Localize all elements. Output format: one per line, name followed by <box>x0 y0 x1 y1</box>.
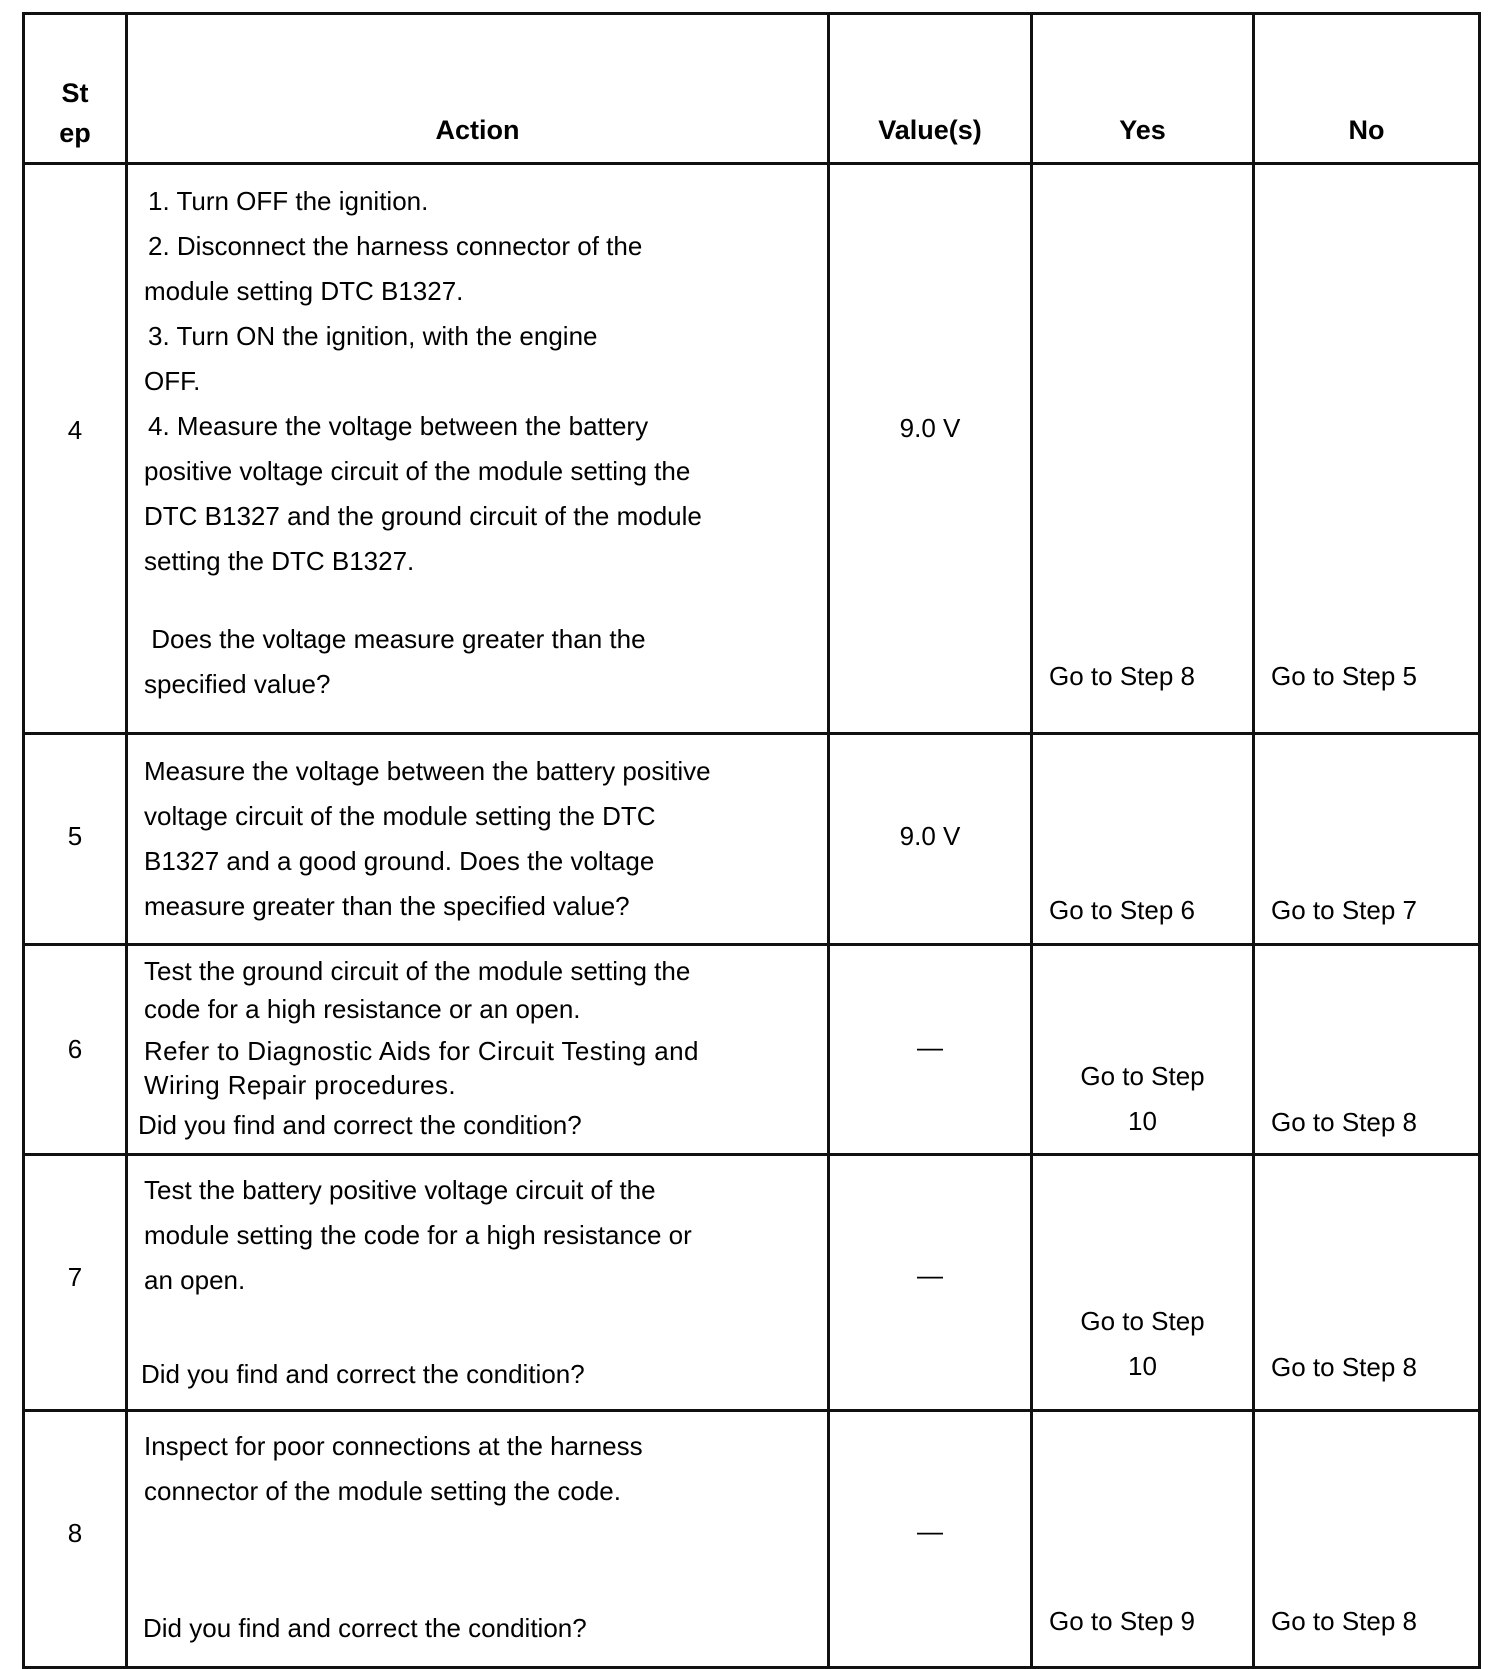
step-number: 4 <box>67 415 83 445</box>
yes-cell <box>1032 1411 1254 1668</box>
value-text: 9.0 V <box>899 413 961 443</box>
action-cell <box>127 945 829 1155</box>
no-cell <box>1254 945 1480 1155</box>
action-line: B1327 and a good ground. Does the voltage <box>144 846 655 876</box>
action-line: Refer to Diagnostic Aids for Circuit Testing and <box>144 1036 699 1066</box>
value-cell <box>829 1411 1032 1668</box>
yes-link-number[interactable]: 10 <box>1128 1351 1157 1381</box>
action-line: module setting the code for a high resistance or <box>144 1220 692 1250</box>
action-line: connector of the module setting the code. <box>144 1476 621 1506</box>
diagnostic-table <box>22 12 1481 1669</box>
action-line: Inspect for poor connections at the harness <box>144 1431 643 1461</box>
action-line: measure greater than the specified value? <box>144 891 630 921</box>
action-line: 4. Measure the voltage between the battery <box>148 411 649 441</box>
question-line: specified value? <box>144 669 331 699</box>
action-line: code for a high resistance or an open. <box>144 994 581 1024</box>
value-text: — <box>917 1260 943 1290</box>
value-cell <box>829 734 1032 945</box>
action-cell <box>127 1155 829 1411</box>
header-step-line2: ep <box>59 118 91 148</box>
yes-cell <box>1032 734 1254 945</box>
table-row-step-7 <box>24 1155 1480 1411</box>
no-link[interactable]: Go to Step 7 <box>1271 895 1417 925</box>
action-line: setting the DTC B1327. <box>144 546 415 576</box>
yes-cell <box>1032 164 1254 734</box>
step-number: 8 <box>67 1518 83 1548</box>
yes-link[interactable]: Go to Step <box>1080 1061 1205 1091</box>
header-row <box>24 14 1480 164</box>
action-line: an open. <box>144 1265 246 1295</box>
question-line: Did you find and correct the condition? <box>138 1110 582 1140</box>
no-cell <box>1254 734 1480 945</box>
table-row-step-4 <box>24 164 1480 734</box>
step-cell <box>24 945 127 1155</box>
action-cell <box>127 1411 829 1668</box>
action-line: Test the battery positive voltage circuit of the <box>144 1175 656 1205</box>
yes-link-number[interactable]: 10 <box>1128 1106 1157 1136</box>
action-line: Measure the voltage between the battery positive <box>144 756 711 786</box>
action-line: Wiring Repair procedures. <box>144 1070 457 1100</box>
question-line: Does the voltage measure greater than the <box>144 624 646 654</box>
yes-link[interactable]: Go to Step 6 <box>1049 895 1195 925</box>
action-cell <box>127 164 829 734</box>
no-link[interactable]: Go to Step 8 <box>1271 1107 1417 1137</box>
value-text: — <box>917 1516 943 1546</box>
header-yes: Yes <box>1032 14 1254 164</box>
value-text: — <box>917 1032 943 1062</box>
action-line: module setting DTC B1327. <box>144 276 464 306</box>
table-row-step-6 <box>24 945 1480 1155</box>
step-cell <box>24 1155 127 1411</box>
yes-link[interactable]: Go to Step 8 <box>1049 661 1195 691</box>
header-values: Value(s) <box>829 14 1032 164</box>
header-step-line1: St <box>61 78 89 108</box>
header-no: No <box>1254 14 1480 164</box>
no-link[interactable]: Go to Step 8 <box>1271 1606 1417 1636</box>
no-cell <box>1254 1155 1480 1411</box>
question-line: Did you find and correct the condition? <box>141 1359 585 1389</box>
yes-link[interactable]: Go to Step <box>1080 1306 1205 1336</box>
action-line: 1. Turn OFF the ignition. <box>148 186 429 216</box>
step-cell <box>24 1411 127 1668</box>
no-cell <box>1254 164 1480 734</box>
question-line: Did you find and correct the condition? <box>143 1613 587 1643</box>
no-cell <box>1254 1411 1480 1668</box>
action-line: Test the ground circuit of the module setting the <box>144 956 691 986</box>
action-line: 3. Turn ON the ignition, with the engine <box>148 321 598 351</box>
header-action: Action <box>127 14 829 164</box>
action-line: voltage circuit of the module setting the DTC <box>144 801 656 831</box>
step-cell <box>24 164 127 734</box>
no-link[interactable]: Go to Step 5 <box>1271 661 1417 691</box>
step-number: 7 <box>67 1262 83 1292</box>
yes-cell <box>1032 945 1254 1155</box>
yes-link[interactable]: Go to Step 9 <box>1049 1606 1195 1636</box>
action-cell <box>127 734 829 945</box>
value-cell <box>829 164 1032 734</box>
value-text: 9.0 V <box>899 821 961 851</box>
header-step <box>24 14 127 164</box>
value-cell <box>829 1155 1032 1411</box>
step-number: 6 <box>67 1034 83 1064</box>
action-line: 2. Disconnect the harness connector of the <box>148 231 643 261</box>
value-cell <box>829 945 1032 1155</box>
action-line: OFF. <box>144 366 201 396</box>
yes-cell <box>1032 1155 1254 1411</box>
no-link[interactable]: Go to Step 8 <box>1271 1352 1417 1382</box>
action-line: positive voltage circuit of the module setting the <box>144 456 691 486</box>
table-row-step-5 <box>24 734 1480 945</box>
step-number: 5 <box>67 821 83 851</box>
table-row-step-8 <box>24 1411 1480 1668</box>
step-cell <box>24 734 127 945</box>
action-line: DTC B1327 and the ground circuit of the module <box>144 501 702 531</box>
